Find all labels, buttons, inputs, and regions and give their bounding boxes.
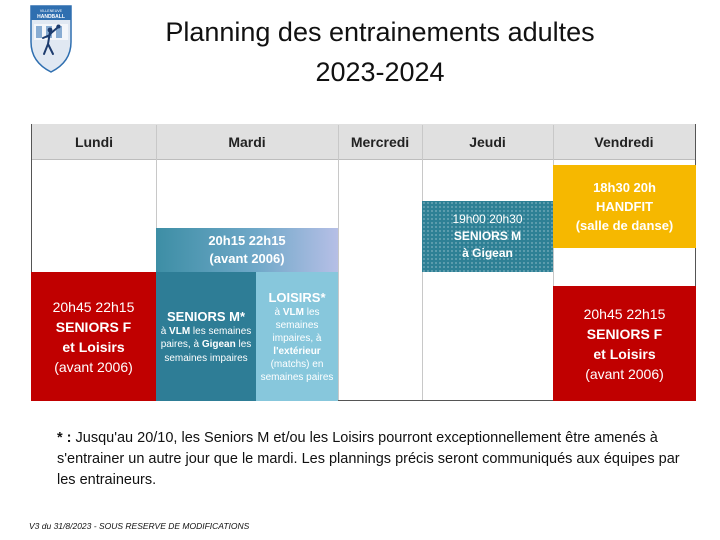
session-group: SENIORS F <box>586 325 663 342</box>
club-logo <box>28 2 74 74</box>
session-location: à Gigean <box>462 246 513 260</box>
header-mardi: Mardi <box>156 124 338 160</box>
grid-line <box>338 125 339 400</box>
session-mardi-time <box>156 228 338 272</box>
session-group-extra: et Loisirs <box>593 345 656 362</box>
session-time: 19h00 20h30 <box>452 212 523 226</box>
session-age: (avant 2006) <box>54 358 133 375</box>
version-footer: V3 du 31/8/2023 - SOUS RESERVE DE MODIFICATIONS <box>29 521 250 531</box>
session-age: (avant 2006) <box>209 251 285 266</box>
session-time: 20h45 22h15 <box>52 298 135 315</box>
session-group: SENIORS M* <box>166 308 245 324</box>
session-age: (avant 2006) <box>585 365 664 382</box>
footnote <box>57 428 697 491</box>
session-mardi-loisirs <box>256 272 338 401</box>
session-vendredi-handfit <box>553 165 696 248</box>
header-lundi: Lundi <box>32 124 156 160</box>
session-lundi <box>31 272 156 401</box>
page-title: Planning des entrainements adultes <box>165 17 595 47</box>
session-time: 20h45 22h15 <box>583 305 666 322</box>
header-jeudi: Jeudi <box>422 124 553 160</box>
svg-text:VILLENEUVE: VILLENEUVE <box>39 9 63 13</box>
session-group: HANDFIT <box>595 199 654 214</box>
session-time: 18h30 20h <box>593 180 656 195</box>
session-group-extra: et Loisirs <box>62 338 125 355</box>
svg-text:HANDBALL: HANDBALL <box>37 14 65 20</box>
session-location: à VLM les semaines paires, à Gigean les semaines impaires <box>160 325 252 364</box>
session-vendredi <box>553 286 696 401</box>
session-jeudi <box>422 201 553 272</box>
footnote-marker: * : <box>57 430 72 446</box>
header-vendredi: Vendredi <box>553 124 695 160</box>
footnote-text: Jusqu'au 20/10, les Seniors M et/ou les Loisirs pourront exceptionnellement être amenés à s'entrainer un autre jour que le mardi. Les plannings précis seront communiqués aux équipes par les entraineurs. <box>57 430 680 488</box>
header-mercredi: Mercredi <box>338 124 422 160</box>
session-mardi-seniors-m <box>156 272 256 401</box>
session-location: (salle de danse) <box>575 218 674 233</box>
session-time: 20h15 22h15 <box>208 233 286 248</box>
session-group: SENIORS M <box>453 229 522 243</box>
page-subtitle-season: 2023-2024 <box>315 57 445 87</box>
session-location: à VLM les semaines impaires, à l'extérieur (matchs) en semaines paires <box>260 307 334 383</box>
session-group: SENIORS F <box>55 318 132 335</box>
session-group: LOISIRS* <box>268 290 326 305</box>
